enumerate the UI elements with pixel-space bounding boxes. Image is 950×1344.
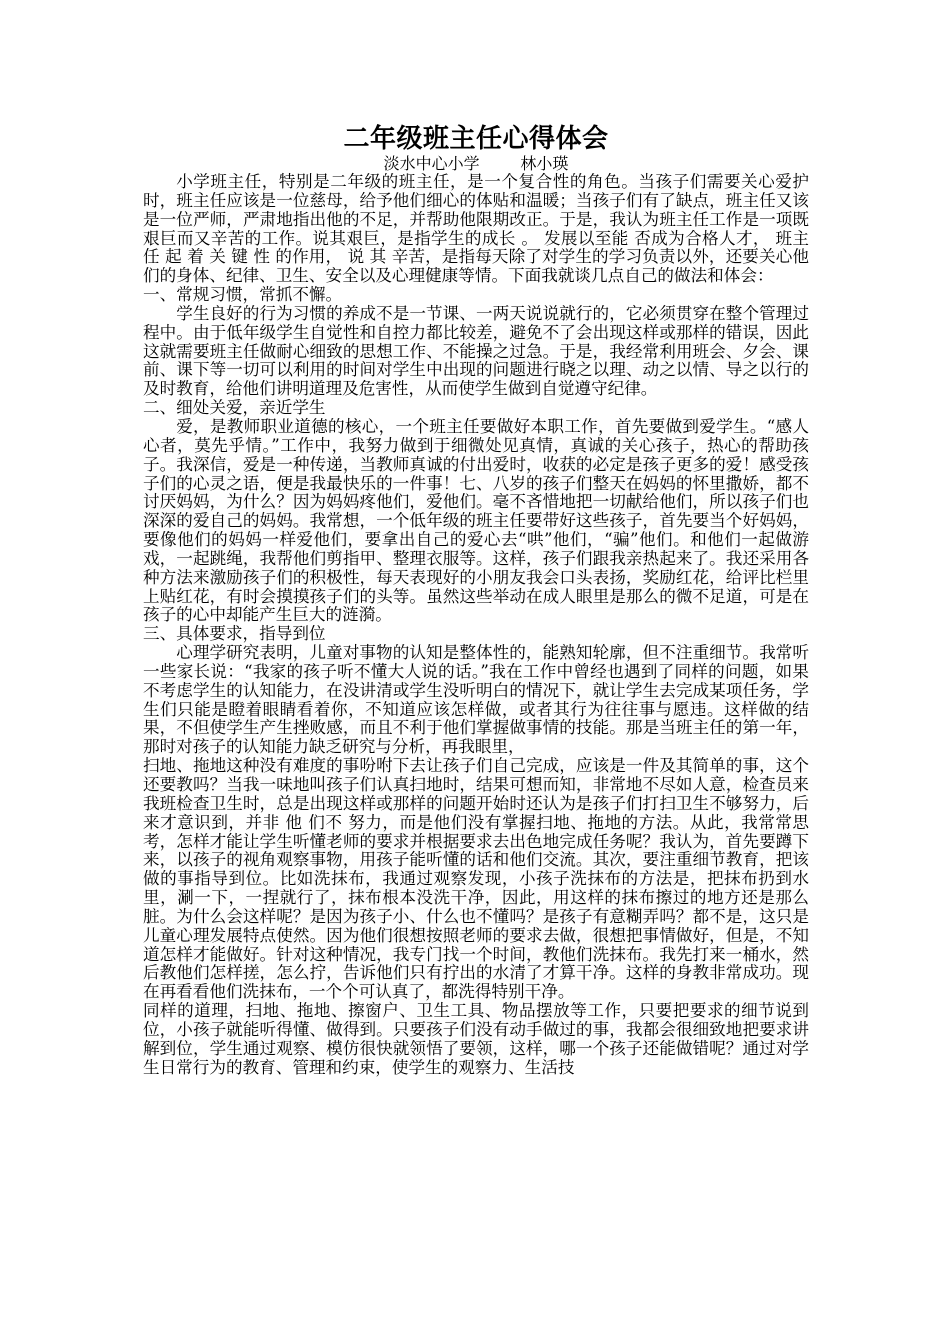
section-3-paragraph-c: 同样的道理，扫地、拖地、擦窗户、卫生工具、物品摆放等工作，只要把要求的细节说到位，小孩子就能听得懂、做得到。只要孩子们没有动手做过的事，我都会很细致地把要求讲解到位，学生通过观察、模仿很快就领悟了要领，这样，哪一个孩子还能做错呢？通过对学生日常行为的教育、管理和约束，使学生的观察力、生活技 <box>143 1001 809 1077</box>
section-3-paragraph-a: 心理学研究表明，儿童对事物的认知是整体性的，能熟知轮廓，但不注重细节。我常听一些家长说：“我家的孩子听不懂大人说的话。”我在工作中曾经也遇到了同样的问题，如果不考虑学生的认知能力，在没讲清或学生没听明白的情况下，就让学生去完成某项任务，学生们只能是瞪着眼睛看着你，不知道应该怎样做，或者其行为往往事与愿违。这样做的结果，不但使学生产生挫败感，而且不利于他们掌握做事情的技能。那是当班主任的第一年，那时对孩子的认知能力缺乏研究与分析，再我眼里， <box>143 643 809 757</box>
section-3-paragraph-b: 扫地、拖地这种没有难度的事吩咐下去让孩子们自己完成，应该是一件及其简单的事，这个还要教吗？当我一味地叫孩子们认真扫地时，结果可想而知，非常地不尽如人意，检查员来我班检查卫生时，总是出现这样或那样的问题开始时还认为是孩子们打扫卫生不够努力，后来才意识到，并非 他 们不 努力，而是他们没有掌握扫地、拖地的方法。从此，我常常思考，怎样才能让学生听懂老师的要求并根据要求去出色地完成任务呢？我认为，首先要蹲下来，以孩子的视角观察事物，用孩子能听懂的话和他们交流。其次，要注重细节教育，把该做的事指导到位。比如洗抹布，我通过观察发现，小孩子洗抹布的方法是，把抹布扔到水里，涮一下，一捏就行了，抹布根本没洗干净，因此，用这样的抹布擦过的地方还是那么脏。为什么会这样呢？是因为孩子小、什么也不懂吗？是孩子有意糊弄吗？都不是，这只是儿童心理发展特点使然。因为他们很想按照老师的要求去做，很想把事情做好，但是，不知道怎样才能做好。针对这种情况，我专门找一个时间，教他们洗抹布。我先打来一桶水，然后教他们怎样搓，怎么拧，告诉他们只有拧出的水清了才算干净。这样的身教非常成功。现在再看看他们洗抹布，一个个可认真了，都洗得特别干净。 <box>143 756 809 1002</box>
section-1-paragraph: 学生良好的行为习惯的养成不是一节课、一两天说说就行的，它必须贯穿在整个管理过程中。由于低年级学生自觉性和自控力都比较差，避免不了会出现这样或那样的错误，因此这就需要班主任做耐心细致的思想工作、不能操之过急。于是，我经常利用班会、夕会、课前、课下等一切可以利用的时间对学生中出现的问题进行晓之以理、动之以情、导之以行的及时教育，给他们讲明道理及危害性，从而使学生做到自觉遵守纪律。 <box>143 303 809 399</box>
author-byline: 淡水中心小学 林小瑛 <box>383 154 569 173</box>
section-2-paragraph: 爱，是教师职业道德的核心，一个班主任要做好本职工作，首先要做到爱学生。“感人心者，莫先乎情。”工作中，我努力做到于细微处见真情，真诚的关心孩子，热心的帮助孩子。我深信，爱是一种传递，当教师真诚的付出爱时，收获的必定是孩子更多的爱！感受孩子们的心灵之语，便是我最快乐的一件事！七、八岁的孩子们整天在妈妈的怀里撒娇，都不讨厌妈妈，为什么？因为妈妈疼他们，爱他们。毫不吝惜地把一切献给他们，所以孩子们也深深的爱自己的妈妈。我常想，一个低年级的班主任要带好这些孩子，首先要当个好妈妈，要像他们的妈妈一样爱他们，要拿出自己的爱心去“哄”他们，“骗”他们。和他们一起做游戏，一起跳绳，我帮他们剪指甲、整理衣服等。这样，孩子们跟我亲热起来了。我还采用各种方法来激励孩子们的积极性，每天表现好的小朋友我会口头表扬，奖励红花，给评比栏里上贴红花，有时会摸摸孩子们的头等。虽然这些举动在成人眼里是那么的微不足道，可是在孩子的心中却能产生巨大的涟漪。 <box>143 416 809 625</box>
section-heading-1: 一、常规习惯，常抓不懈。 <box>143 285 343 305</box>
section-heading-3: 三、具体要求，指导到位 <box>143 624 326 644</box>
document-title: 二年级班主任心得体会 <box>343 124 609 154</box>
section-heading-2: 二、细处关爱，亲近学生 <box>143 398 326 418</box>
intro-paragraph: 小学班主任，特别是二年级的班主任，是一个复合性的角色。当孩子们需要关心爱护时，班主任应该是一位慈母，给予他们细心的体贴和温暖；当孩子们有了缺点，班主任又该是一位严师，严肃地指出他的不足，并帮助他限期改正。于是，我认为班主任工作是一项既艰巨而又辛苦的工作。说其艰巨，是指学生的成长 。 发展以至能 否成为合格人才， 班主任 起 着 关 键 性 的作用， 说 其 辛苦，是指每天除了对学生的学习负责以外，还要关心他们的身体、纪律、卫生、安全以及心理健康等情。下面我就谈几点自己的做法和体会： <box>143 172 809 286</box>
document-body <box>143 124 809 1078</box>
